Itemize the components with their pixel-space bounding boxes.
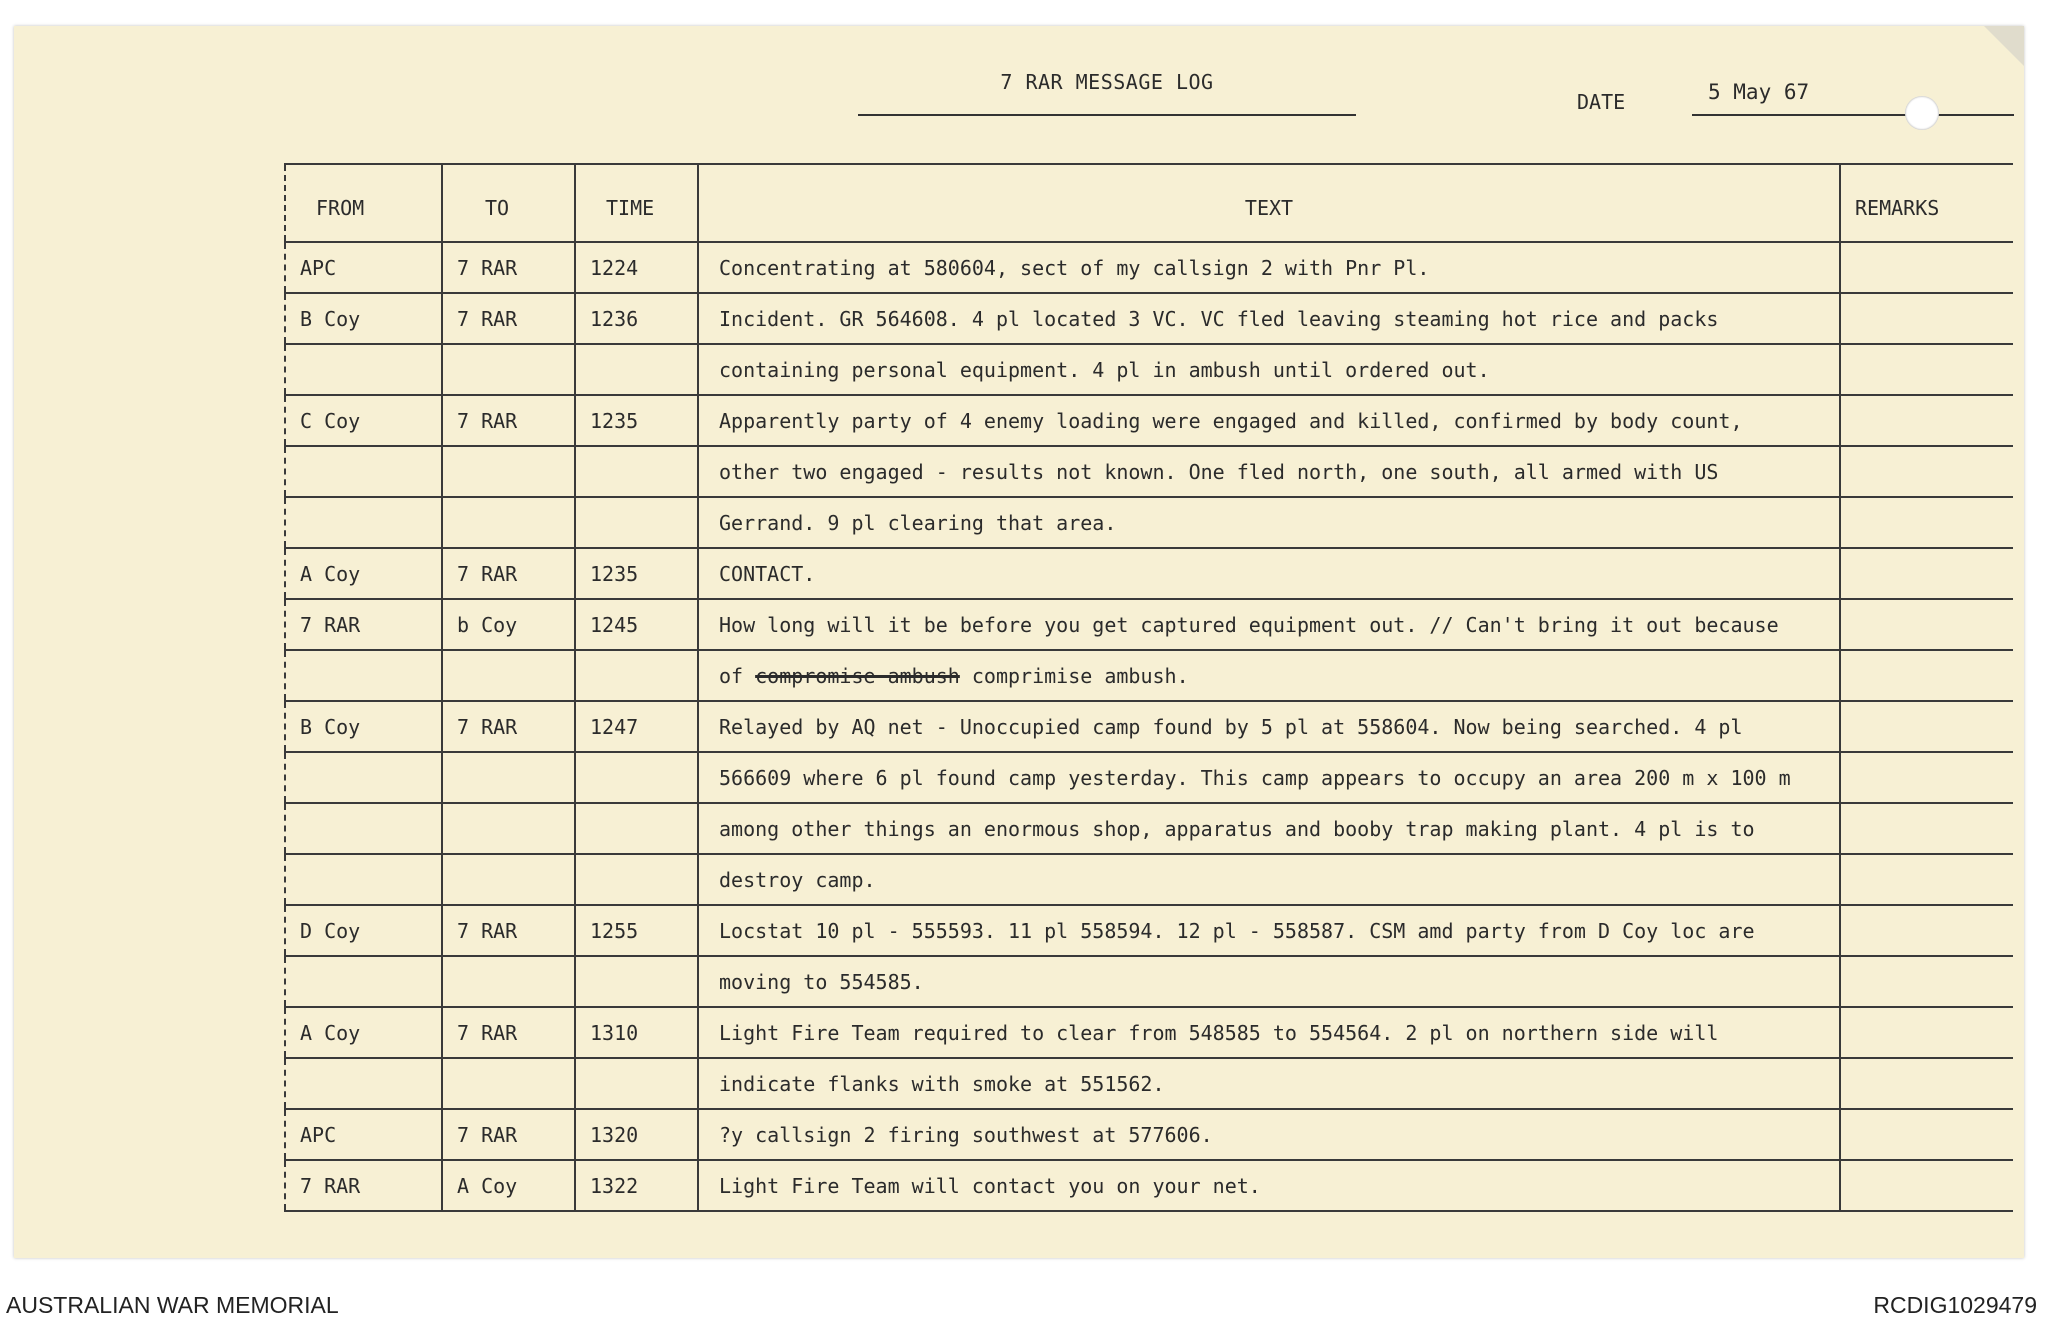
cell-text [698,650,1840,701]
header-from: FROM [285,164,442,242]
cell-text: ?y callsign 2 firing southwest at 577606. [698,1109,1840,1160]
table-row [285,905,2013,956]
cell-remarks [1840,905,2013,956]
cell-time: 1247 [575,701,698,752]
cell-remarks [1840,752,2013,803]
cell-from [285,956,442,1007]
cell-remarks [1840,1109,2013,1160]
header-time: TIME [575,164,698,242]
punch-hole [1905,96,1939,130]
cell-from: 7 RAR [285,599,442,650]
cell-text: Relayed by AQ net - Unoccupied camp found by 5 pl at 558604. Now being searched. 4 pl [698,701,1840,752]
cell-time: 1320 [575,1109,698,1160]
cell-to: A Coy [442,1160,575,1211]
cell-time [575,752,698,803]
table-row [285,395,2013,446]
cell-text: CONTACT. [698,548,1840,599]
cell-time: 1322 [575,1160,698,1211]
cell-text: moving to 554585. [698,956,1840,1007]
table-row [285,1058,2013,1109]
cell-remarks [1840,242,2013,293]
cell-time [575,344,698,395]
cell-time [575,650,698,701]
table-row [285,854,2013,905]
cell-from [285,650,442,701]
cell-text: other two engaged - results not known. One fled north, one south, all armed with US [698,446,1840,497]
cell-from: APC [285,1109,442,1160]
cell-time [575,956,698,1007]
cell-remarks [1840,956,2013,1007]
table-row [285,701,2013,752]
cell-from: B Coy [285,293,442,344]
cell-to: 7 RAR [442,548,575,599]
cell-from: A Coy [285,1007,442,1058]
cell-remarks [1840,1058,2013,1109]
cell-to: 7 RAR [442,905,575,956]
cell-time [575,803,698,854]
date-label: DATE [1577,90,1626,114]
table-row [285,599,2013,650]
header-text: TEXT [698,164,1840,242]
cell-text: among other things an enormous shop, apparatus and booby trap making plant. 4 pl is to [698,803,1840,854]
cell-time [575,1058,698,1109]
cell-to [442,497,575,548]
struck-out-text: compromise ambush [755,663,960,688]
table-row [285,650,2013,701]
cell-text: Incident. GR 564608. 4 pl located 3 VC. VC fled leaving steaming hot rice and packs [698,293,1840,344]
cell-time [575,446,698,497]
cell-text: 566609 where 6 pl found camp yesterday. This camp appears to occupy an area 200 m x 100 m [698,752,1840,803]
table-row [285,1007,2013,1058]
cell-from [285,497,442,548]
cell-to [442,956,575,1007]
cell-time: 1236 [575,293,698,344]
cell-time: 1245 [575,599,698,650]
cell-to: 7 RAR [442,293,575,344]
cell-from [285,1058,442,1109]
cell-remarks [1840,701,2013,752]
footer-source: AUSTRALIAN WAR MEMORIAL [6,1292,339,1318]
cell-from [285,446,442,497]
document-title: 7 RAR MESSAGE LOG [1000,70,1214,94]
header-remarks: REMARKS [1840,164,2013,242]
date-underline [1692,114,2014,116]
table-row [285,344,2013,395]
cell-time: 1235 [575,548,698,599]
cell-from [285,854,442,905]
cell-text: How long will it be before you get captured equipment out. // Can't bring it out because [698,599,1840,650]
date-value: 5 May 67 [1708,80,1810,104]
cell-time: 1255 [575,905,698,956]
table-row [285,497,2013,548]
cell-remarks [1840,1007,2013,1058]
cell-remarks [1840,650,2013,701]
cell-remarks [1840,293,2013,344]
cell-remarks [1840,395,2013,446]
table-row [285,293,2013,344]
cell-remarks [1840,548,2013,599]
cell-to [442,1058,575,1109]
footer-id: RCDIG1029479 [1873,1292,2037,1318]
table-row [285,752,2013,803]
cell-from: 7 RAR [285,1160,442,1211]
cell-from: APC [285,242,442,293]
cell-to: b Coy [442,599,575,650]
cell-remarks [1840,803,2013,854]
cell-to [442,752,575,803]
cell-time: 1224 [575,242,698,293]
table-row [285,1160,2013,1211]
table-row [285,446,2013,497]
cell-from [285,344,442,395]
cell-from: B Coy [285,701,442,752]
cell-remarks [1840,1160,2013,1211]
cell-to [442,344,575,395]
cell-time: 1310 [575,1007,698,1058]
cell-to: 7 RAR [442,701,575,752]
cell-text: Locstat 10 pl - 555593. 11 pl 558594. 12 pl - 558587. CSM amd party from D Coy loc are [698,905,1840,956]
header-to: TO [442,164,575,242]
text-prefix: of [719,663,756,688]
cell-to [442,446,575,497]
cell-to [442,803,575,854]
cell-remarks [1840,497,2013,548]
cell-time [575,854,698,905]
cell-to [442,650,575,701]
cell-text: indicate flanks with smoke at 551562. [698,1058,1840,1109]
table-row [285,956,2013,1007]
text-remainder: comprimise ambush. [959,663,1189,688]
cell-to: 7 RAR [442,395,575,446]
cell-from: C Coy [285,395,442,446]
cell-text: Light Fire Team will contact you on your net. [698,1160,1840,1211]
cell-to [442,854,575,905]
cell-text: containing personal equipment. 4 pl in ambush until ordered out. [698,344,1840,395]
cell-from [285,752,442,803]
cell-time: 1235 [575,395,698,446]
header-row [285,164,2013,242]
cell-from: D Coy [285,905,442,956]
table-row [285,803,2013,854]
cell-from: A Coy [285,548,442,599]
cell-remarks [1840,446,2013,497]
corner-fold [1984,26,2024,66]
cell-time [575,497,698,548]
cell-text: Gerrand. 9 pl clearing that area. [698,497,1840,548]
cell-from [285,803,442,854]
cell-to: 7 RAR [442,1109,575,1160]
log-rows [285,242,2013,1211]
message-log-table [284,163,2013,1212]
cell-remarks [1840,344,2013,395]
cell-to: 7 RAR [442,242,575,293]
cell-remarks [1840,854,2013,905]
title-underline [858,114,1356,116]
cell-text: destroy camp. [698,854,1840,905]
cell-text: Light Fire Team required to clear from 548585 to 554564. 2 pl on northern side will [698,1007,1840,1058]
table-row [285,242,2013,293]
cell-remarks [1840,599,2013,650]
cell-text: Concentrating at 580604, sect of my callsign 2 with Pnr Pl. [698,242,1840,293]
cell-text: Apparently party of 4 enemy loading were engaged and killed, confirmed by body count, [698,395,1840,446]
table-row [285,1109,2013,1160]
table-row [285,548,2013,599]
cell-to: 7 RAR [442,1007,575,1058]
